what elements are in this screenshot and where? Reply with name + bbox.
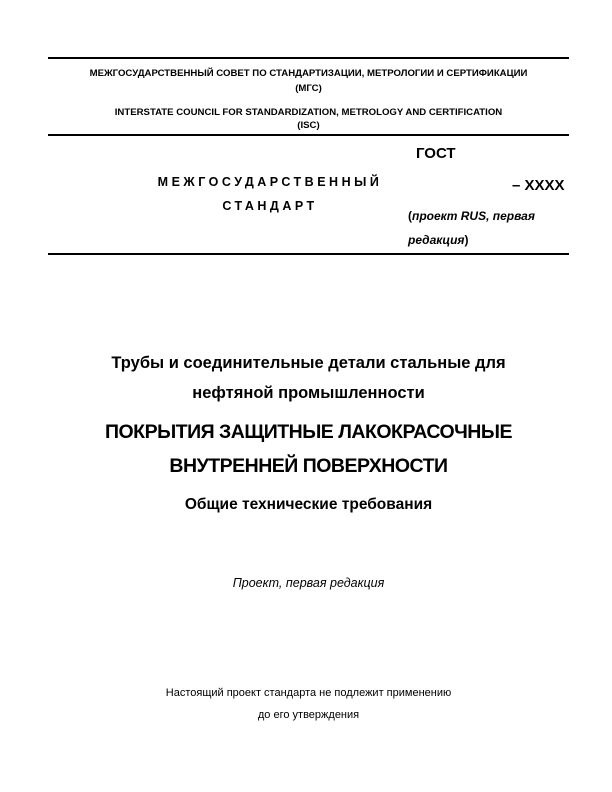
council-name-ru-text: МЕЖГОСУДАРСТВЕННЫЙ СОВЕТ ПО СТАНДАРТИЗАЦИИ, МЕТРОЛОГИИ И СЕРТИФИКАЦИИ bbox=[89, 68, 528, 79]
general-requirements-title: Общие технические требования bbox=[184, 496, 433, 513]
council-name-en bbox=[48, 106, 569, 132]
standard-kind-line2: СТАНДАРТ bbox=[222, 199, 318, 213]
top-rule bbox=[48, 57, 569, 59]
council-name-en-text: INTERSTATE COUNCIL FOR STANDARDIZATION, METROLOGY AND CERTIFICATION bbox=[114, 107, 503, 118]
draft-note-close: ) bbox=[464, 233, 469, 247]
main-title-line2: ВНУТРЕННЕЙ ПОВЕРХНОСТИ bbox=[169, 455, 448, 477]
header-divider-rule bbox=[48, 134, 569, 136]
draft-note-open: ( bbox=[408, 209, 412, 223]
council-name-ru bbox=[48, 66, 569, 96]
standard-number: – XXXX bbox=[512, 177, 565, 194]
draft-note bbox=[408, 204, 568, 252]
council-abbr-en: (ISC) bbox=[297, 120, 320, 131]
product-subtitle-line1: Трубы и соединительные детали стальные для bbox=[111, 354, 506, 372]
main-title-line1: ПОКРЫТИЯ ЗАЩИТНЫЕ ЛАКОКРАСОЧНЫЕ bbox=[104, 421, 512, 443]
standard-kind-line1: МЕЖГОСУДАРСТВЕННЫЙ bbox=[157, 175, 383, 189]
draft-note-text: проект RUS, первая редакция bbox=[408, 209, 535, 247]
gost-label: ГОСТ bbox=[416, 145, 456, 162]
edition-note: Проект, первая редакция bbox=[232, 576, 385, 590]
product-subtitle-line2: нефтяной промышленности bbox=[192, 384, 425, 402]
council-abbr-ru: (МГС) bbox=[295, 83, 322, 94]
notice-line1: Настоящий проект стандарта не подлежит применению bbox=[165, 687, 452, 699]
standard-block-bottom-rule bbox=[48, 253, 569, 255]
notice-line2: до его утверждения bbox=[257, 709, 360, 721]
